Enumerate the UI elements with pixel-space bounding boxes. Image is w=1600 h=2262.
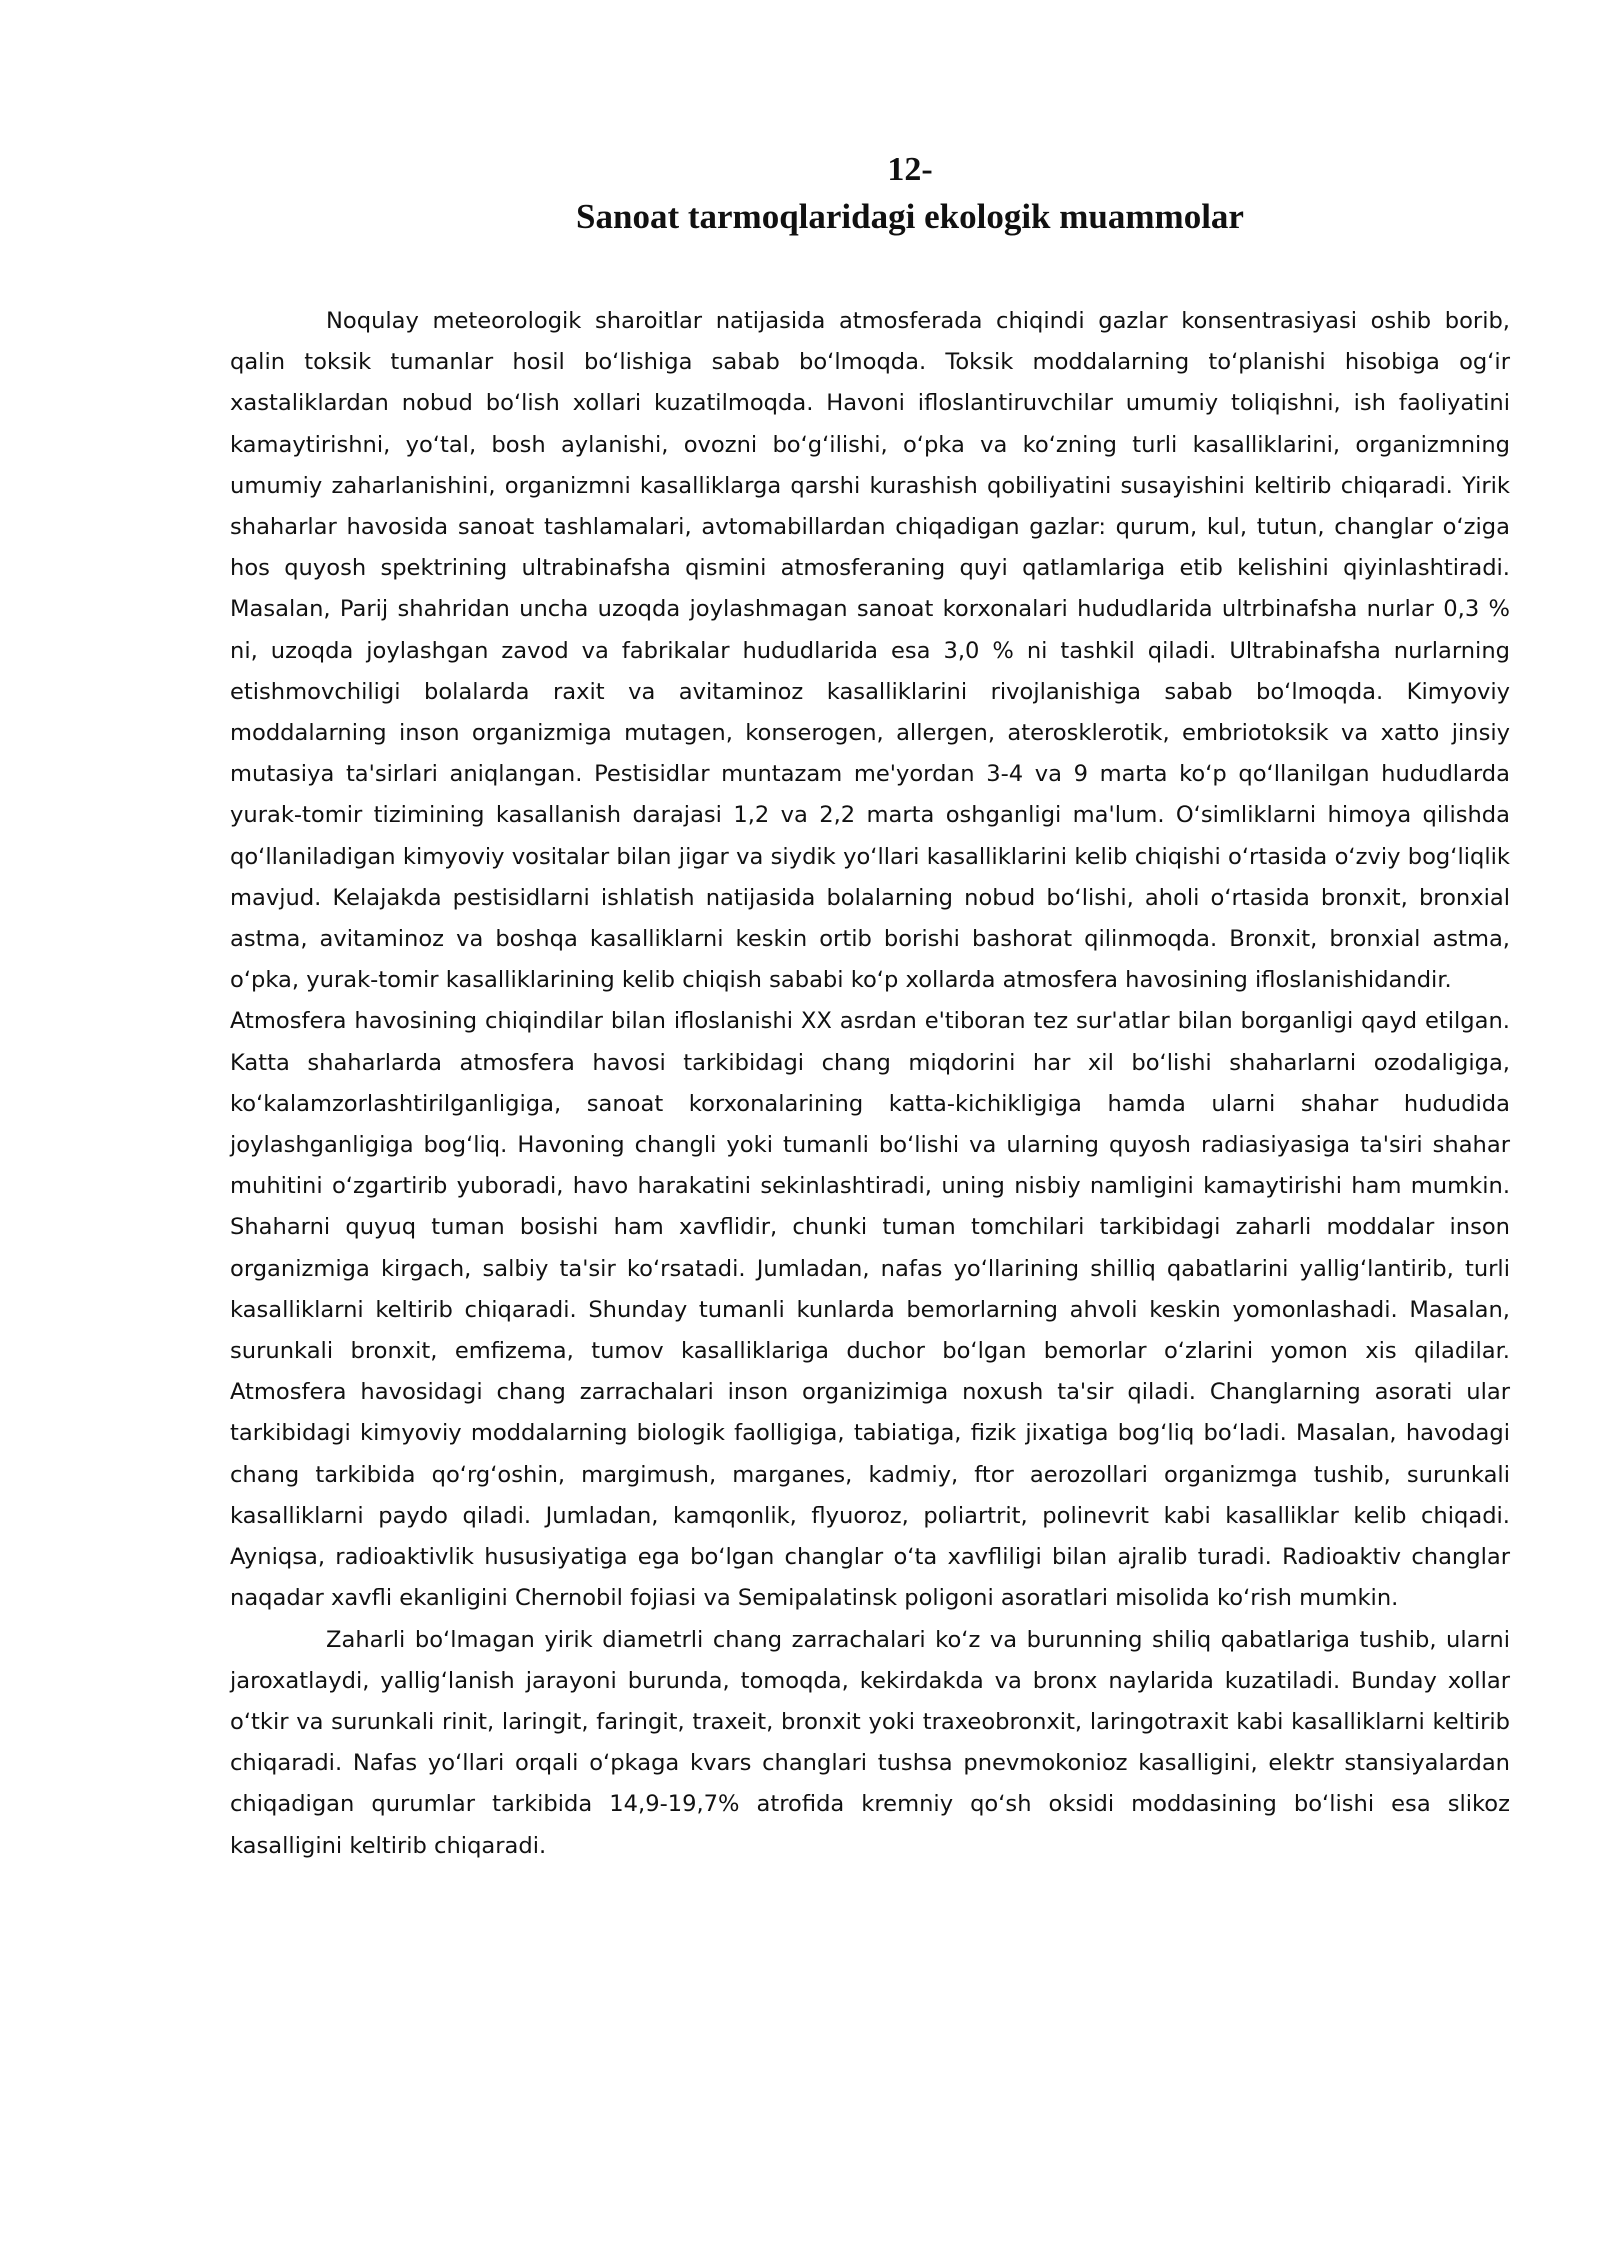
paragraph-3: Zaharli boʻlmagan yirik diametrli chang zarrachalari koʻz va burunning shiliq qabatlariga tushib, ularni jaroxatlaydi, yalligʻlanish jarayoni burunda, tomoqda, kekirdakda va bronx naylarida kuzatiladi. Bunday xollar oʻtkir va surunkali rinit, laringit, faringit, traxeit, bronxit yoki traxeobronxit, laringotraxit kabi kasalliklarni keltirib chiqaradi. Nafas yoʻllari orqali oʻpkaga kvars changlari tushsa pnevmokonioz kasalligini, elektr stansiyalardan chiqadigan qurumlar tarkibida 14,9-19,7% atrofida kremniy qoʻsh oksidi moddasining boʻlishi esa slikoz kasalligini keltirib chiqaradi. bbox=[230, 1626, 1510, 1859]
paragraph-1: Noqulay meteorologik sharoitlar natijasida atmosferada chiqindi gazlar konsentrasiyasi oshib borib, qalin toksik tumanlar hosil boʻlishiga sabab boʻlmoqda. Toksik moddalarning toʻplanishi hisobiga ogʻir xastaliklardan nobud boʻlish xollari kuzatilmoqda. Havoni ifloslantiruvchilar umumiy toliqishni, ish faoliyatini kamaytirishni, yoʻtal, bosh aylanishi, ovozni boʻgʻilishi, oʻpka va koʻzning turli kasalliklarini, organizmning umumiy zaharlanishini, organizmni kasalliklarga qarshi kurashish qobiliyatini susayishini keltirib chiqaradi. Yirik shaharlar havosida sanoat tashlamalari, avtomabillardan chiqadigan gazlar: qurum, kul, tutun, changlar oʻziga hos quyosh spektrining ultrabinafsha qismini atmosferaning quyi qatlamlariga etib kelishini qiyinlashtiradi. Masalan, Parij shahridan uncha uzoqda joylashmagan sanoat korxonalari hududlarida ultrbinafsha nurlar 0,3 % ni, uzoqda joylashgan zavod va fabrikalar hududlarida esa 3,0 % ni tashkil qiladi. Ultrabinafsha nurlarning etishmovchiligi bolalarda raxit va avitaminoz kasalliklarini rivojlanishiga sabab boʻlmoqda. Kimyoviy moddalarning inson organizmiga mutagen, konserogen, allergen, aterosklerotik, embriotoksik va xatto jinsiy mutasiya ta'sirlari aniqlangan. Pestisidlar muntazam me'yordan 3-4 va 9 marta koʻp qoʻllanilgan hududlarda yurak-tomir tizimining kasallanish darajasi 1,2 va 2,2 marta oshganligi ma'lum. Oʻsimliklarni himoya qilishda qoʻllaniladigan kimyoviy vositalar bilan jigar va siydik yoʻllari kasalliklarini kelib chiqishi oʻrtasida oʻzviy bogʻliqlik mavjud. Kelajakda pestisidlarni ishlatish natijasida bolalarning nobud boʻlishi, aholi oʻrtasida bronxit, bronxial astma, avitaminoz va boshqa kasalliklarni keskin ortib borishi bashorat qilinmoqda. Bronxit, bronxial astma, oʻpka, yurak-tomir kasalliklarining kelib chiqish sababi koʻp xollarda atmosfera havosining ifloslanishidandir. bbox=[230, 308, 1510, 994]
chapter-number: 12- bbox=[887, 151, 933, 188]
document-body bbox=[230, 301, 1510, 1867]
page-title: Sanoat tarmoqlaridagi ekologik muammolar bbox=[576, 197, 1244, 236]
paragraph-2: Atmosfera havosining chiqindilar bilan ifloslanishi XX asrdan e'tiboran tez sur'atlar bilan borganligi qayd etilgan. Katta shaharlarda atmosfera havosi tarkibidagi chang miqdorini har xil boʻlishi shaharlarni ozodaligiga, koʻkalamzorlashtirilganligiga, sanoat korxonalarining katta-kichikligiga hamda ularni shahar hududida joylashganligiga bogʻliq. Havoning changli yoki tumanli boʻlishi va ularning quyosh radiasiyasiga ta'siri shahar muhitini oʻzgartirib yuboradi, havo harakatini sekinlashtiradi, uning nisbiy namligini kamaytirishi ham mumkin. Shaharni quyuq tuman bosishi ham xavflidir, chunki tuman tomchilari tarkibidagi zaharli moddalar inson organizmiga kirgach, salbiy ta'sir koʻrsatadi. Jumladan, nafas yoʻllarining shilliq qabatlarini yalligʻlantirib, turli kasalliklarni keltirib chiqaradi. Shunday tumanli kunlarda bemorlarning ahvoli keskin yomonlashadi. Masalan, surunkali bronxit, emfizema, tumov kasalliklariga duchor boʻlgan bemorlar oʻzlarini yomon xis qiladilar. Atmosfera havosidagi chang zarrachalari inson organizimiga noxush ta'sir qiladi. Changlarning asorati ular tarkibidagi kimyoviy moddalarning biologik faolligiga, tabiatiga, fizik jixatiga bogʻliq boʻladi. Masalan, havodagi chang tarkibida qoʻrgʻoshin, margimush, marganes, kadmiy, ftor aerozollari organizmga tushib, surunkali kasalliklarni paydo qiladi. Jumladan, kamqonlik, flyuoroz, poliartrit, polinevrit kabi kasalliklar kelib chiqadi. Ayniqsa, radioaktivlik hususiyatiga ega boʻlgan changlar oʻta xavfliligi bilan ajralib turadi. Radioaktiv changlar naqadar xavfli ekanligini Chernobil fojiasi va Semipalatinsk poligoni asoratlari misolida koʻrish mumkin. bbox=[230, 1008, 1510, 1612]
